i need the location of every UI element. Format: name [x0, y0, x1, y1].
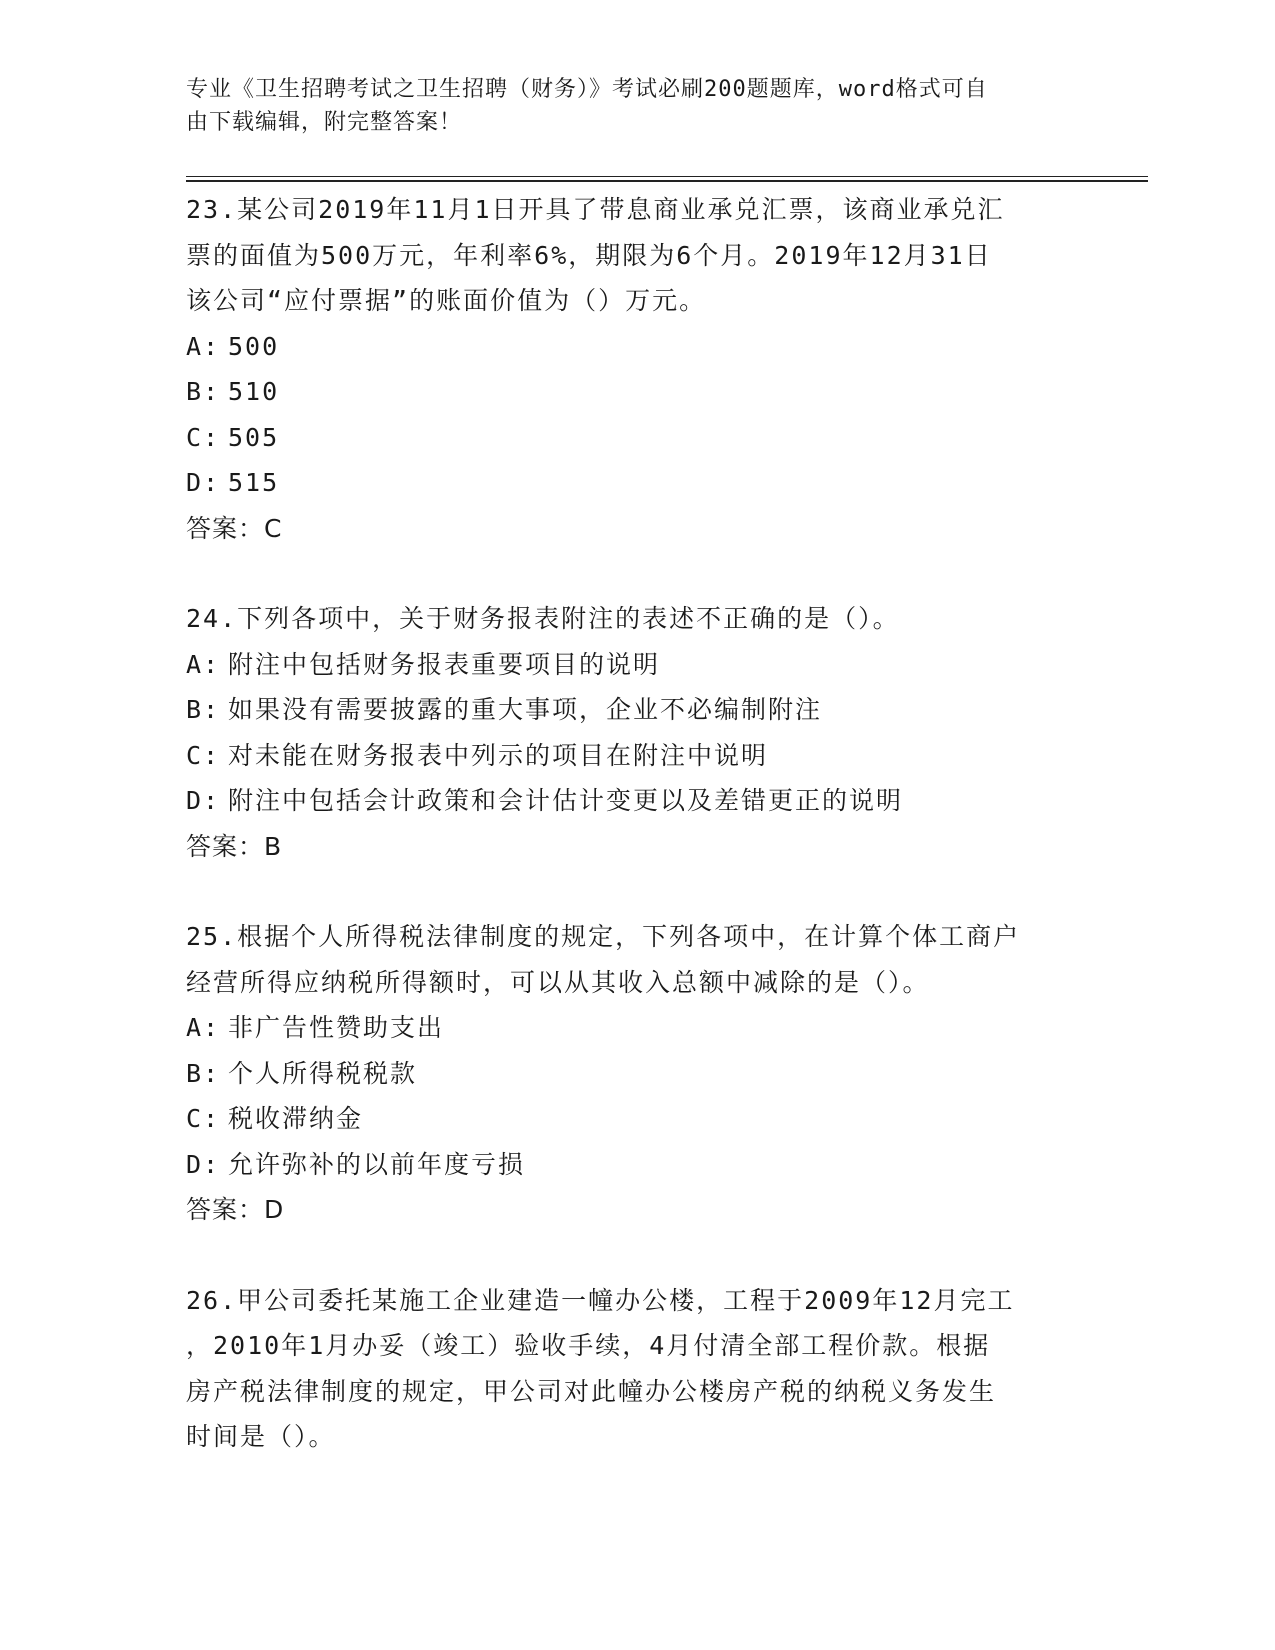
- question-23: [186, 187, 1086, 551]
- header-title-line-2: 由下载编辑，附完整答案！: [186, 110, 463, 135]
- question-stem-line: 24.下列各项中，关于财务报表附注的表述不正确的是（）。: [186, 604, 900, 633]
- answer-line: 答案：B: [186, 831, 283, 861]
- answer-line: 答案：C: [186, 513, 283, 543]
- answer-line: 答案：D: [186, 1195, 285, 1224]
- option-letter: D:: [186, 1149, 221, 1179]
- option-letter: C:: [186, 1104, 221, 1133]
- option-b: [186, 687, 1086, 733]
- question-stem-line: 26.甲公司委托某施工企业建造一幢办公楼，工程于2009年12月完工: [186, 1285, 1015, 1315]
- option-text: 510: [228, 377, 280, 406]
- option-letter: D:: [186, 468, 221, 497]
- question-list: [186, 187, 1086, 1505]
- option-text: 税收滞纳金: [228, 1104, 364, 1133]
- option-b: [186, 1051, 1086, 1097]
- header-divider-thick: [186, 180, 1148, 182]
- question-24: [186, 596, 1086, 869]
- option-text: 附注中包括会计政策和会计估计变更以及差错更正的说明: [228, 786, 904, 815]
- option-c: [186, 1096, 1086, 1142]
- option-text: 如果没有需要披露的重大事项，企业不必编制附注: [228, 695, 823, 724]
- question-stem-line: 时间是（）。: [186, 1422, 336, 1451]
- option-text: 附注中包括财务报表重要项目的说明: [228, 649, 661, 679]
- option-letter: D:: [186, 786, 221, 815]
- option-text: 对未能在财务报表中列示的项目在附注中说明: [228, 740, 769, 770]
- question-stem-line: 经营所得应纳税所得额时，可以从其收入总额中减除的是（）。: [186, 967, 930, 997]
- question-stem-line: 房产税法律制度的规定，甲公司对此幢办公楼房产税的纳税义务发生: [186, 1376, 997, 1406]
- question-25: [186, 914, 1086, 1233]
- option-c: [186, 733, 1086, 779]
- option-d: [186, 778, 1086, 824]
- option-text: 505: [228, 422, 280, 452]
- option-letter: B:: [186, 695, 221, 724]
- question-stem-line: 23.某公司2019年11月1日开具了带息商业承兑汇票，该商业承兑汇: [186, 195, 1005, 224]
- option-c: [186, 415, 1086, 461]
- option-text: 515: [228, 468, 280, 497]
- option-text: 个人所得税税款: [228, 1058, 418, 1088]
- option-text: 允许弥补的以前年度亏损: [228, 1149, 526, 1179]
- document-header: [186, 73, 1066, 139]
- question-stem-line: 该公司“应付票据”的账面价值为（）万元。: [186, 286, 707, 315]
- option-letter: A:: [186, 331, 221, 361]
- question-stem-line: 票的面值为500万元，年利率6%，期限为6个月。2019年12月31日: [186, 240, 992, 270]
- question-stem-line: 25.根据个人所得税法律制度的规定，下列各项中，在计算个体工商户: [186, 922, 1021, 951]
- option-text: 非广告性赞助支出: [228, 1013, 445, 1042]
- option-d: [186, 1142, 1086, 1188]
- question-stem-line: ，2010年1月办妥（竣工）验收手续，4月付清全部工程价款。根据: [186, 1331, 991, 1360]
- option-a: [186, 324, 1086, 370]
- option-letter: A:: [186, 1013, 221, 1042]
- option-a: [186, 642, 1086, 688]
- option-d: [186, 460, 1086, 506]
- option-text: 500: [228, 331, 280, 361]
- option-letter: B:: [186, 1058, 221, 1088]
- option-letter: B:: [186, 377, 221, 406]
- option-b: [186, 369, 1086, 415]
- option-a: [186, 1005, 1086, 1051]
- header-title-line-1: 专业《卫生招聘考试之卫生招聘（财务）》考试必刷200题题库，word格式可自: [186, 77, 988, 102]
- question-26: [186, 1278, 1086, 1460]
- option-letter: C:: [186, 422, 221, 452]
- option-letter: A:: [186, 649, 221, 679]
- header-divider-thin: [186, 176, 1148, 177]
- option-letter: C:: [186, 740, 221, 770]
